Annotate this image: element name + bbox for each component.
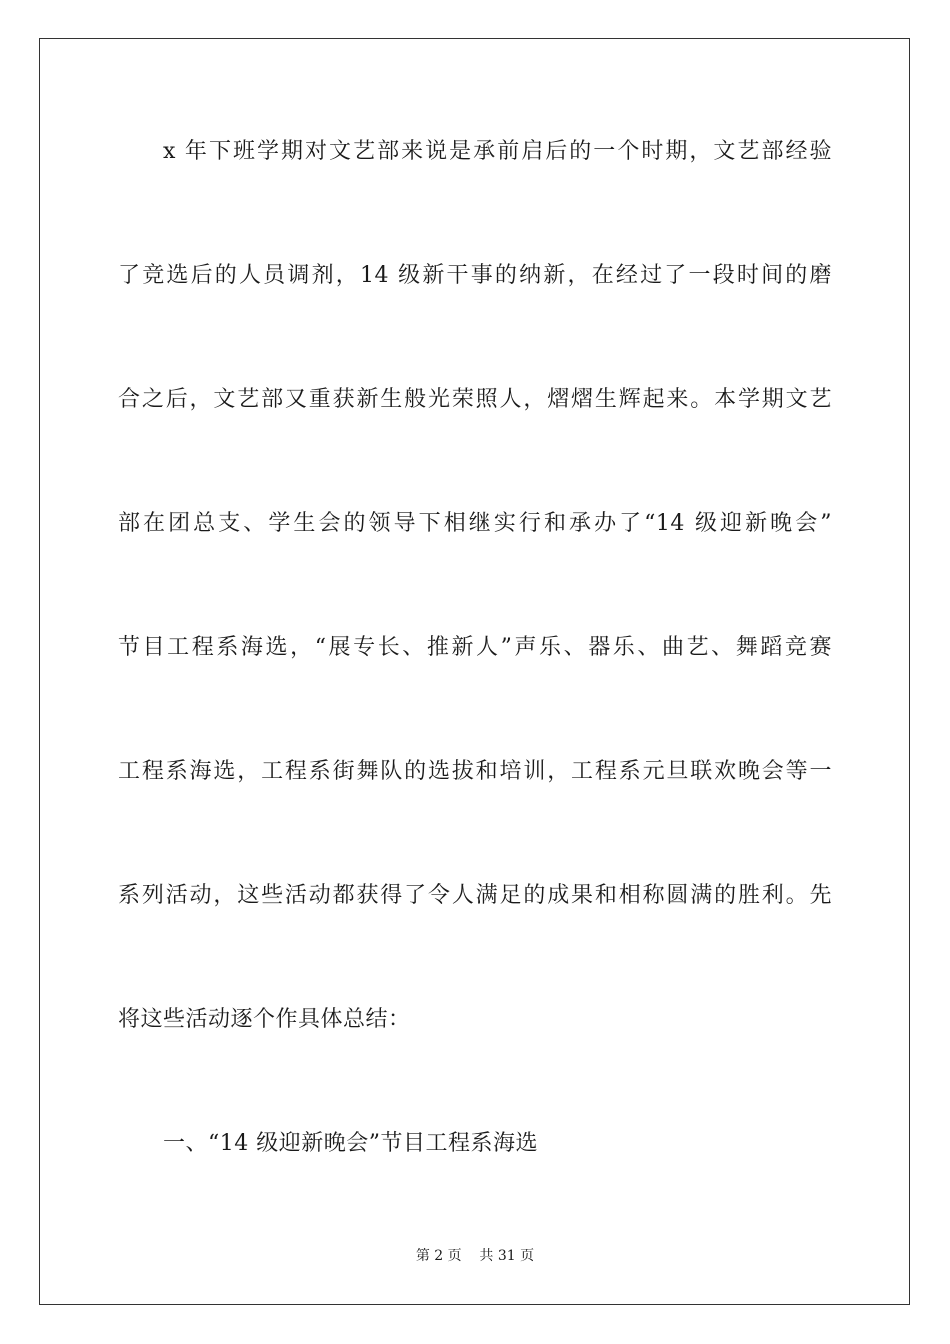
page-border: [39, 38, 910, 1305]
paragraph-line: 工程系海选，工程系街舞队的选拔和培训，工程系元旦联欢晚会等一: [118, 759, 832, 784]
paragraph-line: x 年下班学期对文艺部来说是承前启后的一个时期，文艺部经验: [163, 139, 832, 164]
paragraph-line: 将这些活动逐个作具体总结：: [118, 1007, 411, 1032]
paragraph-line: 合之后，文艺部又重获新生般光荣照人，熠熠生辉起来。本学期文艺: [118, 387, 832, 412]
paragraph-line: 系列活动，这些活动都获得了令人满足的成果和相称圆满的胜利。先: [118, 883, 832, 908]
paragraph-line: 了竞选后的人员调剂，14 级新干事的纳新，在经过了一段时间的磨: [118, 263, 832, 288]
paragraph-line: 部在团总支、学生会的领导下相继实行和承办了“14 级迎新晚会”: [118, 511, 832, 536]
page-number-footer: 第 2 页 共 31 页: [415, 1248, 535, 1264]
section-heading: 一、“14 级迎新晚会”节目工程系海选: [163, 1131, 538, 1156]
paragraph-line: 节目工程系海选，“展专长、推新人”声乐、器乐、曲艺、舞蹈竞赛: [118, 635, 832, 660]
